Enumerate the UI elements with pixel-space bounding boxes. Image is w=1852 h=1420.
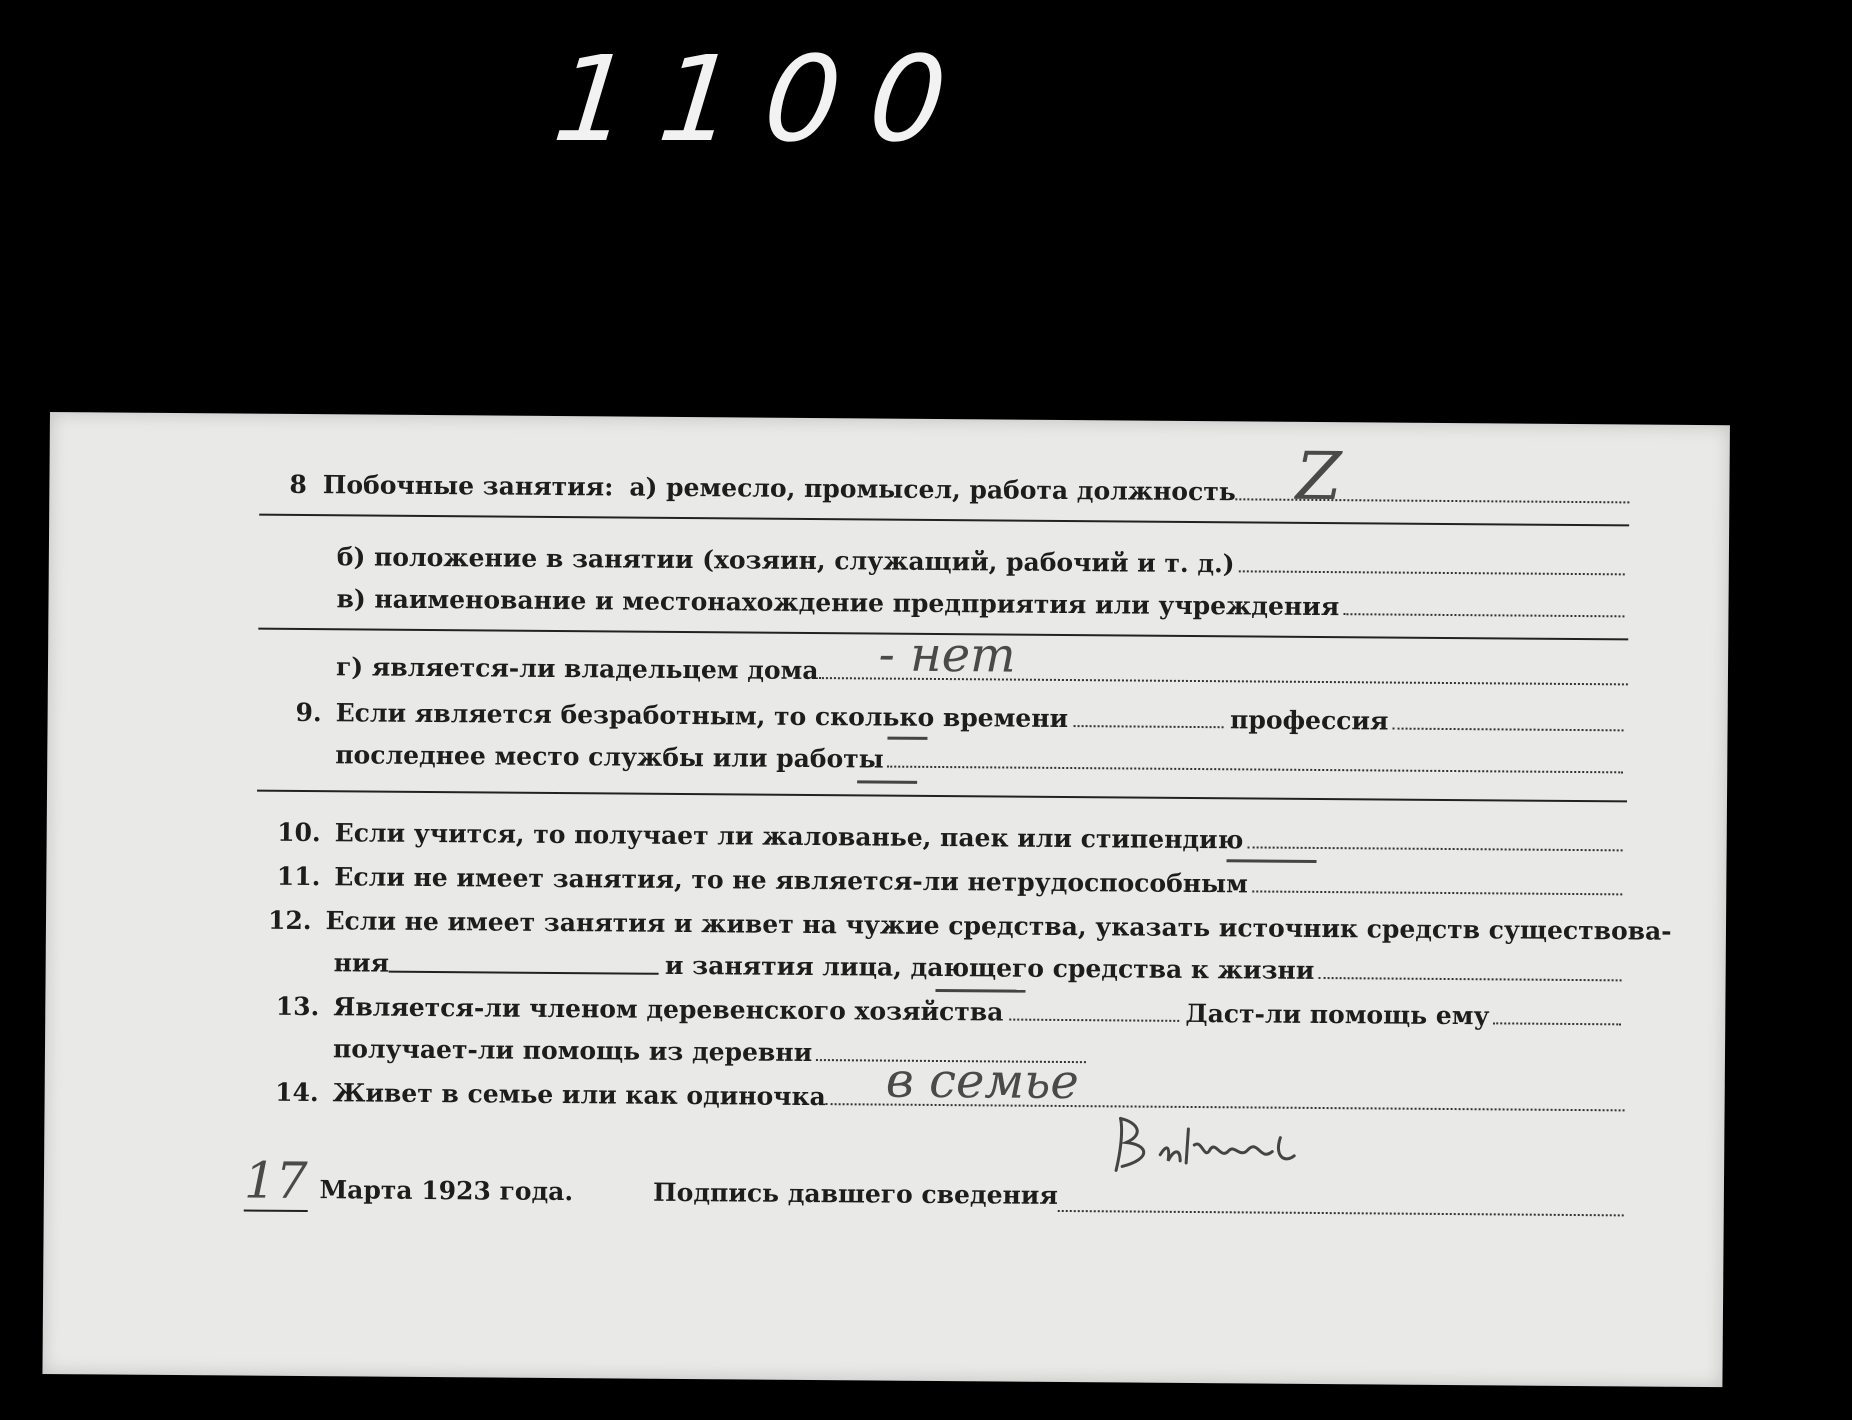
item12-label: Если не имеет занятия и живет на чужие средства, указать источник средств существова- (325, 906, 1672, 946)
item9-profession-label: профессия (1229, 705, 1389, 736)
item14-number: 14. (275, 1077, 319, 1108)
item14-field (826, 1052, 1625, 1117)
item8-title: Побочные занятия: (322, 470, 614, 502)
item8v-label: в) наименование и местонахождение предприятия или учреждения (336, 584, 1340, 622)
item13-row (267, 992, 1625, 1032)
item8v-row (336, 584, 1628, 623)
item9-number: 9. (295, 697, 322, 728)
frame-number: 1100 (547, 30, 983, 168)
item8b-row (337, 542, 1629, 581)
item8-number: 8 (289, 469, 307, 500)
item13-number: 13. (275, 991, 320, 1022)
item8g-field (818, 626, 1628, 691)
item12-nia: ния (333, 948, 390, 978)
signature-field (1058, 1158, 1624, 1222)
item12-number: 12. (267, 905, 312, 936)
item10-row (269, 818, 1627, 858)
item12-line2-label: и занятия лица, дающего средства к жизни (664, 950, 1315, 985)
item8g-answer: - нет (878, 626, 1016, 684)
item10-number: 10. (277, 817, 321, 848)
footer-date: Марта 1923 года. (319, 1175, 574, 1207)
signature-label: Подпись давшего сведения (652, 1177, 1058, 1210)
item8a-label: а) ремесло, промысел, работа должность (629, 472, 1236, 507)
item10-label: Если учится, то получает ли жалованье, паек или стипендию (334, 818, 1244, 855)
item9-line2-row (335, 740, 1627, 779)
item13-village-label: получает-ли помощь из деревни (332, 1034, 813, 1068)
form-card (42, 412, 1730, 1387)
item8a-field (1236, 437, 1630, 516)
item14-row (267, 1052, 1625, 1118)
item9-label: Если является безработным, то сколько времени (335, 698, 1069, 734)
item9-last-place-label: последнее место службы или работы (335, 740, 884, 774)
item8a-answer: Z (1295, 437, 1343, 516)
item14-label: Живет в семье или как одиночка (332, 1078, 826, 1112)
footer-day: 17 (243, 1151, 308, 1211)
item8b-label: б) положение в занятии (хозяин, служащий, рабочий и т. д.) (336, 542, 1235, 579)
item13-help-label: Даст-ли помощь ему (1185, 998, 1490, 1031)
item8g-label: г) является-ли владельцем дома (335, 652, 819, 686)
item13-label: Является-ли членом деревенского хозяйства (333, 992, 1004, 1027)
signature-scribble (1108, 1114, 1348, 1180)
item12-line2-row (334, 948, 1626, 987)
item11-number: 11. (276, 861, 321, 892)
item11-label: Если не имеет занятия, то не является-ли нетрудоспособным (334, 862, 1249, 899)
item8g-row (335, 626, 1628, 691)
item12-row (267, 905, 1672, 946)
item8-row (289, 437, 1629, 516)
item11-row (268, 862, 1626, 902)
item14-answer: в семье (885, 1052, 1079, 1111)
item9-row (270, 698, 1628, 738)
footer-row (244, 1152, 1624, 1223)
